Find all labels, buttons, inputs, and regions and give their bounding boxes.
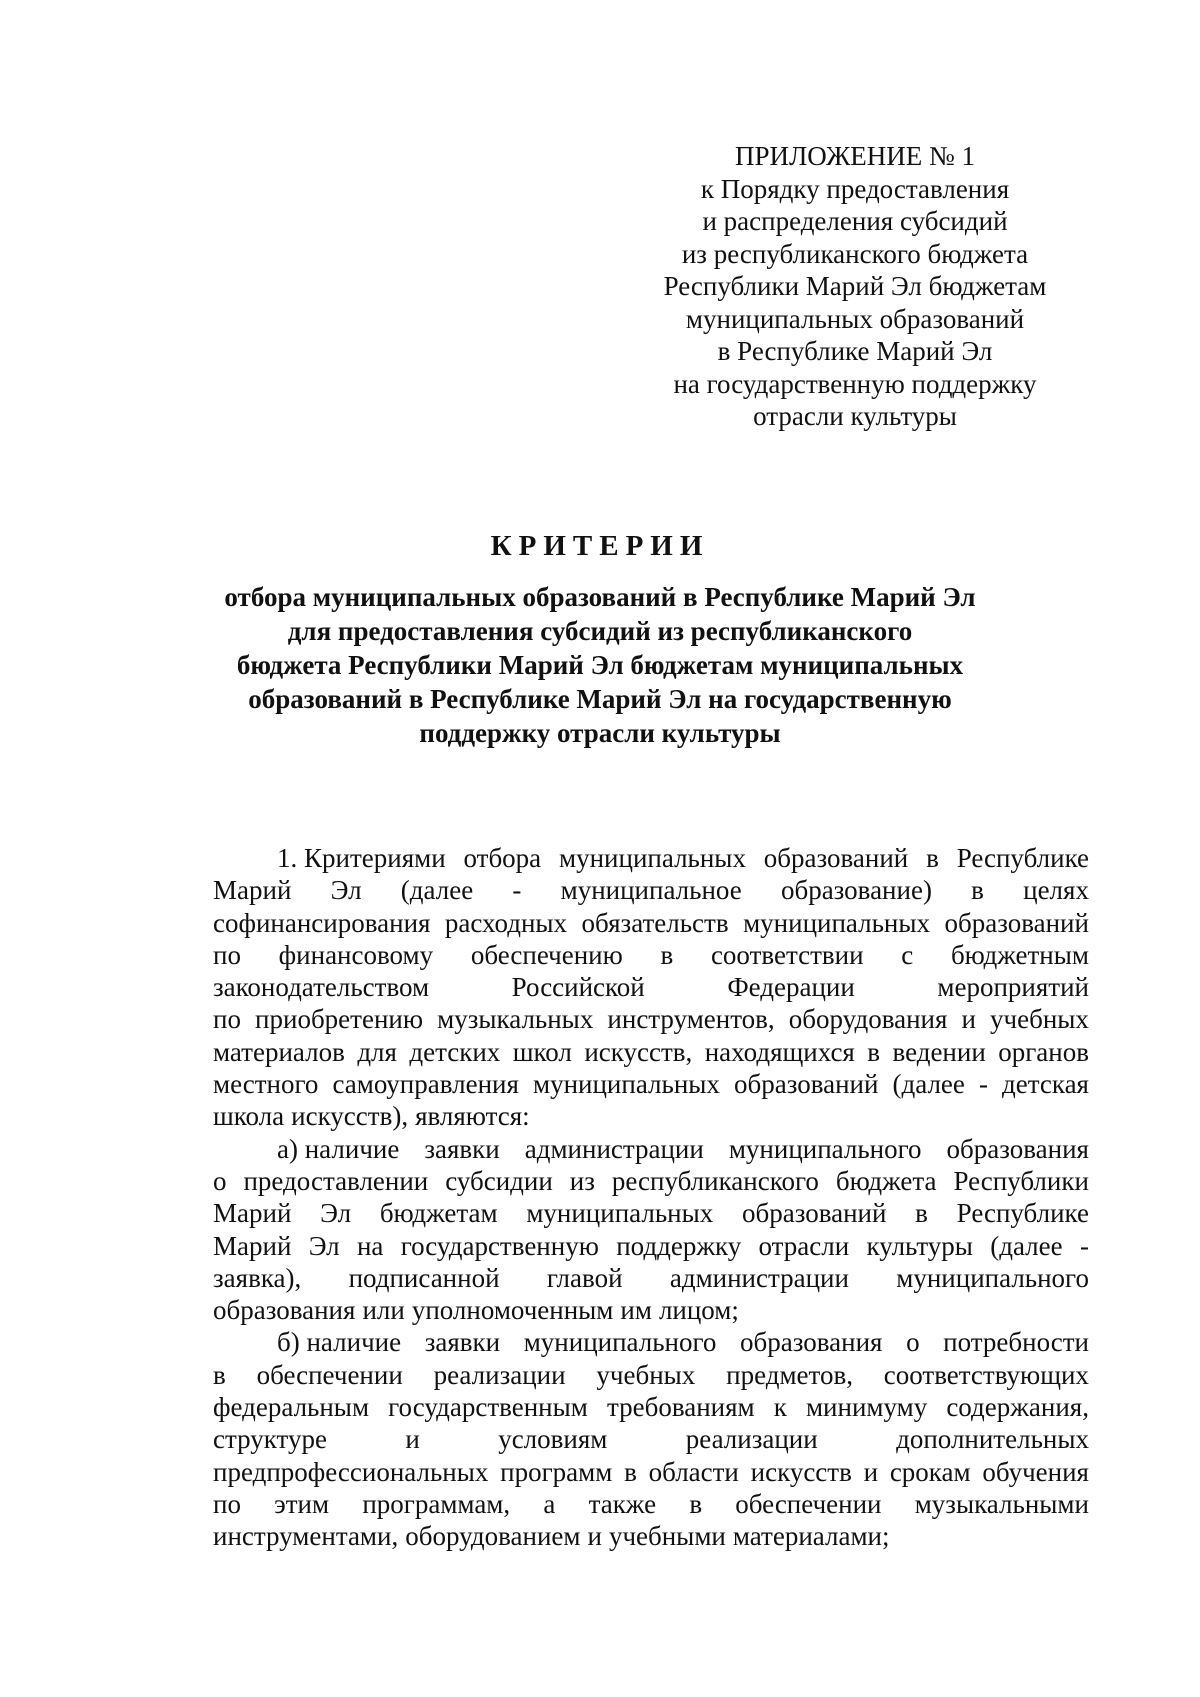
- appendix-line: Республики Марий Эл бюджетам: [663, 271, 1047, 301]
- body-word: школ: [512, 1036, 572, 1067]
- subtitle-line: отбора муниципальных образований в Республике Марий Эл: [224, 582, 976, 612]
- body-word: а: [543, 1488, 556, 1519]
- body-word: инструментами,: [213, 1521, 399, 1552]
- document-subtitle: [200, 580, 1000, 750]
- appendix-line: и распределения субсидий: [702, 206, 1008, 236]
- body-word: государственную: [400, 1230, 599, 1261]
- body-line: [213, 907, 1089, 939]
- body-word: муниципальных: [743, 907, 931, 938]
- body-line: [213, 1359, 1089, 1391]
- body-word: обеспечении: [735, 1488, 882, 1519]
- body-word: образования: [213, 1295, 356, 1326]
- body-word: образований: [763, 843, 909, 873]
- body-word: реализации: [685, 1424, 818, 1455]
- body-word: а) наличие: [277, 1133, 400, 1164]
- body-word: заявки: [424, 1133, 500, 1164]
- subtitle-line: поддержку отрасли культуры: [419, 718, 781, 748]
- body-word: соответствующих: [883, 1359, 1089, 1390]
- body-word: бюджетам: [379, 1198, 498, 1229]
- body-word: искусств,: [584, 1036, 693, 1067]
- appendix-line: ПРИЛОЖЕНИЕ № 1: [734, 141, 976, 171]
- body-word: искусств: [750, 1456, 852, 1487]
- subtitle-line: для предоставления субсидий из республиканского: [287, 616, 913, 646]
- body-word: требованиям: [606, 1392, 755, 1423]
- body-word: Республике: [956, 1198, 1089, 1229]
- body-word: -: [512, 875, 522, 906]
- body-word: Российской: [511, 972, 645, 1003]
- body-word: местного: [213, 1069, 319, 1100]
- body-line: [213, 874, 1089, 906]
- body-word: материалами;: [732, 1521, 890, 1552]
- body-word: и: [587, 1521, 602, 1552]
- body-word: детская: [1002, 1069, 1089, 1100]
- body-word: искусств),: [291, 1101, 409, 1132]
- body-word: мероприятий: [937, 972, 1089, 1003]
- appendix-line: из республиканского бюджета: [681, 238, 1029, 269]
- body-word: в: [915, 1198, 928, 1229]
- body-word: -: [1079, 1230, 1089, 1261]
- body-word: ведении: [892, 1036, 986, 1067]
- body-word: в: [926, 843, 939, 873]
- body-word: Эл: [308, 1230, 340, 1261]
- body-word: уполномоченным: [411, 1295, 614, 1326]
- body-word: бюджета: [835, 1165, 937, 1196]
- body-word: в: [689, 1488, 703, 1519]
- body-line: [213, 939, 1089, 971]
- body-word: с: [901, 939, 914, 970]
- body-word: программ: [500, 1456, 613, 1487]
- body-word: муниципальных: [526, 1198, 714, 1229]
- body-word: оборудованием: [405, 1521, 581, 1552]
- body-word: заявка),: [213, 1262, 302, 1293]
- appendix-line: отрасли культуры: [753, 401, 957, 431]
- body-word: (далее: [892, 1069, 965, 1100]
- body-word: к: [773, 1392, 787, 1423]
- body-word: потребности: [943, 1327, 1089, 1358]
- body-word: дополнительных: [896, 1424, 1089, 1455]
- document-title: КРИТЕРИИ: [490, 530, 710, 562]
- body-word: или: [362, 1295, 405, 1326]
- body-word: администрации: [669, 1262, 849, 1293]
- body-word: образование): [780, 875, 932, 906]
- body-word: и: [961, 1004, 976, 1035]
- body-word: из: [569, 1165, 595, 1196]
- body-word: Марий: [213, 1198, 292, 1229]
- body-line: [213, 1456, 1089, 1488]
- body-word: подписанной: [348, 1262, 500, 1293]
- body-word: образования: [740, 1327, 883, 1358]
- body-word: в: [660, 939, 674, 970]
- body-line: [213, 1003, 1089, 1035]
- body-line: [213, 1068, 1089, 1100]
- body-word: предпрофессиональных: [213, 1456, 489, 1487]
- body-word: Федерации: [727, 972, 855, 1003]
- body-word: Марий: [213, 1230, 292, 1261]
- body-word: (далее: [400, 875, 474, 906]
- body-line: [213, 1230, 1089, 1262]
- body-word: муниципальных: [559, 843, 746, 873]
- body-line: [213, 1133, 1089, 1165]
- body-word: Республике: [956, 843, 1089, 873]
- body-word: детских: [409, 1036, 501, 1067]
- body-word: условиям: [498, 1424, 608, 1455]
- body-line: [213, 1165, 1089, 1197]
- body-word: предметов,: [726, 1359, 853, 1390]
- body-word: обучения: [982, 1456, 1089, 1487]
- appendix-line: к Порядку предоставления: [700, 173, 1010, 204]
- body-line: [213, 1326, 1089, 1358]
- body-word: целях: [1023, 875, 1089, 906]
- body-word: муниципальных: [532, 1069, 720, 1100]
- body-word: учебными: [608, 1521, 726, 1552]
- body-word: срокам: [889, 1456, 971, 1487]
- body-line: [213, 1036, 1089, 1068]
- body-word: учебных: [990, 1004, 1089, 1035]
- body-word: Республики: [953, 1165, 1089, 1196]
- body-word: инструментов,: [607, 1004, 775, 1035]
- body-line: [213, 1262, 1089, 1294]
- body-word: и: [405, 1424, 420, 1455]
- appendix-line: муниципальных образований: [685, 303, 1025, 334]
- body-word: в: [624, 1456, 637, 1487]
- body-word: школа: [213, 1101, 285, 1132]
- body-word: главой: [546, 1262, 623, 1293]
- body-word: отбора: [463, 843, 542, 873]
- body-word: расходных: [444, 907, 568, 938]
- body-word: материалов: [213, 1036, 345, 1067]
- document-body: [213, 842, 1089, 1553]
- body-word: б) наличие: [277, 1327, 402, 1358]
- body-word: софинансирования: [213, 907, 431, 938]
- body-line: [213, 971, 1089, 1003]
- body-word: образований: [944, 907, 1089, 938]
- appendix-header: [640, 140, 1070, 433]
- body-word: бюджетным: [950, 939, 1089, 970]
- body-word: республиканского: [611, 1165, 819, 1196]
- body-word: предоставлении: [243, 1165, 429, 1196]
- body-word: 1. Критериями: [277, 843, 446, 873]
- body-word: минимуму: [805, 1392, 928, 1423]
- subtitle-line: бюджета Республики Марий Эл бюджетам муниципальных: [236, 650, 964, 680]
- body-word: культуры: [866, 1230, 973, 1261]
- body-word: находящихся: [704, 1036, 855, 1067]
- body-word: по: [213, 1488, 241, 1519]
- body-line: [213, 1197, 1089, 1229]
- body-word: Марий: [213, 875, 292, 906]
- body-word: на: [356, 1230, 384, 1261]
- body-word: этим: [274, 1488, 330, 1519]
- body-word: поддержку: [616, 1230, 742, 1261]
- body-word: оборудования: [788, 1004, 948, 1035]
- body-word: музыкальных: [437, 1004, 594, 1035]
- body-word: программам,: [362, 1488, 511, 1519]
- body-line: [213, 1488, 1089, 1520]
- body-word: в: [213, 1359, 226, 1390]
- body-word: для: [357, 1036, 397, 1067]
- body-word: о: [213, 1165, 227, 1196]
- body-line: [213, 1423, 1089, 1455]
- body-word: обеспечении: [256, 1359, 403, 1390]
- appendix-line: в Республике Марий Эл: [717, 336, 993, 366]
- body-word: по: [213, 939, 241, 970]
- body-word: музыкальными: [914, 1488, 1089, 1519]
- body-word: обеспечению: [470, 939, 623, 970]
- body-word: -: [978, 1069, 988, 1100]
- body-word: законодательством: [213, 972, 430, 1003]
- body-word: администрации: [524, 1133, 704, 1164]
- body-word: области: [648, 1456, 739, 1487]
- body-word: отрасли: [758, 1230, 850, 1261]
- body-word: Эл: [320, 1198, 352, 1229]
- body-word: Эл: [330, 875, 362, 906]
- body-line: [213, 842, 1089, 874]
- appendix-line: на государственную поддержку: [673, 368, 1037, 399]
- body-word: обязательств: [581, 907, 729, 938]
- body-word: по: [213, 1004, 241, 1035]
- body-word: в: [971, 875, 984, 906]
- body-word: приобретению: [255, 1004, 424, 1035]
- body-word: структуре: [213, 1424, 327, 1455]
- body-word: о: [906, 1327, 920, 1358]
- body-line: [213, 1294, 1089, 1326]
- body-word: им: [620, 1295, 652, 1326]
- body-line: [213, 1100, 1089, 1132]
- body-word: реализации: [433, 1359, 566, 1390]
- body-word: образований: [733, 1069, 879, 1100]
- body-word: самоуправления: [332, 1069, 519, 1100]
- body-word: образования: [946, 1133, 1089, 1164]
- body-line: [213, 1520, 1089, 1552]
- body-word: муниципального: [728, 1133, 922, 1164]
- body-word: и: [863, 1456, 879, 1487]
- body-word: также: [588, 1488, 657, 1519]
- body-word: федеральным: [213, 1392, 370, 1423]
- body-line: [213, 1391, 1089, 1423]
- body-word: содержания,: [946, 1392, 1089, 1423]
- body-word: учебных: [596, 1359, 696, 1390]
- body-word: лицом;: [658, 1295, 739, 1326]
- subtitle-line: образований в Республике Марий Эл на государственную: [248, 684, 952, 714]
- body-word: государственным: [388, 1392, 588, 1423]
- body-word: заявки: [424, 1327, 501, 1358]
- body-word: муниципальное: [560, 875, 742, 906]
- body-word: муниципального: [523, 1327, 717, 1358]
- body-word: соответствии: [710, 939, 864, 970]
- body-word: субсидии: [445, 1165, 553, 1196]
- body-word: (далее: [990, 1230, 1063, 1261]
- body-word: являются:: [415, 1101, 530, 1132]
- body-word: в: [867, 1036, 881, 1067]
- body-word: финансовому: [278, 939, 434, 970]
- body-word: муниципального: [896, 1262, 1089, 1293]
- body-word: органов: [998, 1036, 1089, 1067]
- body-word: образований: [741, 1198, 887, 1229]
